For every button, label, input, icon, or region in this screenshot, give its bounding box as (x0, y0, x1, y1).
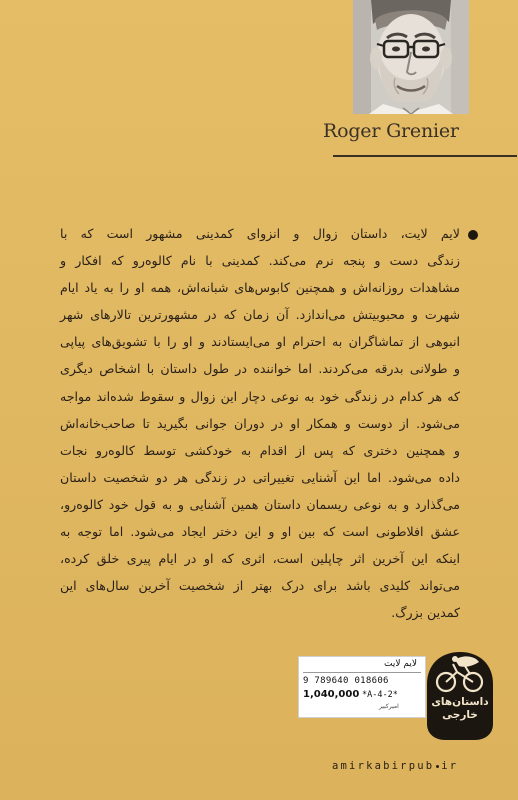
synopsis-line: اینکه این آخرین اثر چاپلین است، اثری که او در ایام پیری خلق کرده، (60, 551, 460, 567)
synopsis-line: که هر کدام در زندگی خود به نوعی دچار این زوال و سقوط شده‌اند مواجه (60, 388, 460, 404)
synopsis-line: مشاهدات روزانه‌اش و همچنین کابوس‌های شبانه‌اش، همه او را به یاد ایام (60, 280, 460, 296)
author-photo (353, 0, 469, 114)
price-barcode-sticker (298, 656, 426, 718)
author-portrait-image (353, 0, 469, 114)
series-logo (425, 650, 495, 742)
publisher-website (332, 760, 458, 772)
shelf-code: *A-4-2* (362, 690, 398, 700)
synopsis-line: انبوهی از تماشاگران به احترام او می‌ایستادند و او را با تشویق‌های پیاپی (60, 334, 460, 350)
synopsis-line: داده می‌شود. اما این آشنایی تغییراتی در زندگی هر دو شخصیت داستان (60, 469, 460, 485)
series-name-line1: داستان‌های (431, 696, 489, 708)
website-dot-icon (436, 765, 439, 768)
book-synopsis (60, 220, 460, 626)
synopsis-line: زندگی دست و پنجه نرم می‌کند. کمدینی با نام کالوه‌رو که افکار و (60, 253, 460, 269)
synopsis-line: لایم لایت، داستان زوال و انزوای کمدینی مشهور است که با (60, 226, 460, 241)
sticker-divider (303, 672, 421, 673)
author-divider-line (333, 155, 517, 157)
paragraph-bullet-icon (468, 230, 478, 240)
price-label: 1,040,000 (303, 689, 360, 700)
isbn-number: 9 789640 018606 (303, 676, 389, 686)
website-domain: amirkabirpub (332, 760, 435, 772)
synopsis-line: می‌تواند کلیدی باشد برای درک بهتر از شخصیت آخرین سال‌های این (60, 578, 460, 594)
synopsis-line: و طولانی بدرقه می‌کردند. اما خواننده در طول داستان با اشخاص دیگری (60, 361, 460, 377)
synopsis-line: می‌شود. از دوست و همکار او در دوران جوانی بگیرید تا صاحب‌خانه‌اش (60, 415, 460, 431)
synopsis-line: کمدین بزرگ. (391, 605, 460, 621)
sticker-book-title: لایم لایت (384, 659, 417, 669)
website-tld: ir (441, 760, 459, 772)
series-name-line2: خارجی (442, 709, 478, 721)
sticker-publisher: امیرکبیر (379, 703, 399, 710)
author-name: Roger Grenier (323, 120, 459, 142)
synopsis-line: عشق افلاطونی است که بین او و این دختر ایجاد می‌شود. اما توجه به (60, 524, 460, 540)
synopsis-line: و همچنین دختری که پس از اقدام به خودکشی توسط کالوه‌رو نجات (60, 442, 460, 458)
synopsis-line: می‌گذارد و به نوعی ریسمان داستان همین آشنایی و به قول خود کالوه‌رو، (60, 496, 460, 512)
series-name (428, 696, 492, 722)
synopsis-line: شهرت و محبوبیتش می‌اندازد. آن زمان که در مشهورترین تالارهای شهر (60, 307, 460, 323)
